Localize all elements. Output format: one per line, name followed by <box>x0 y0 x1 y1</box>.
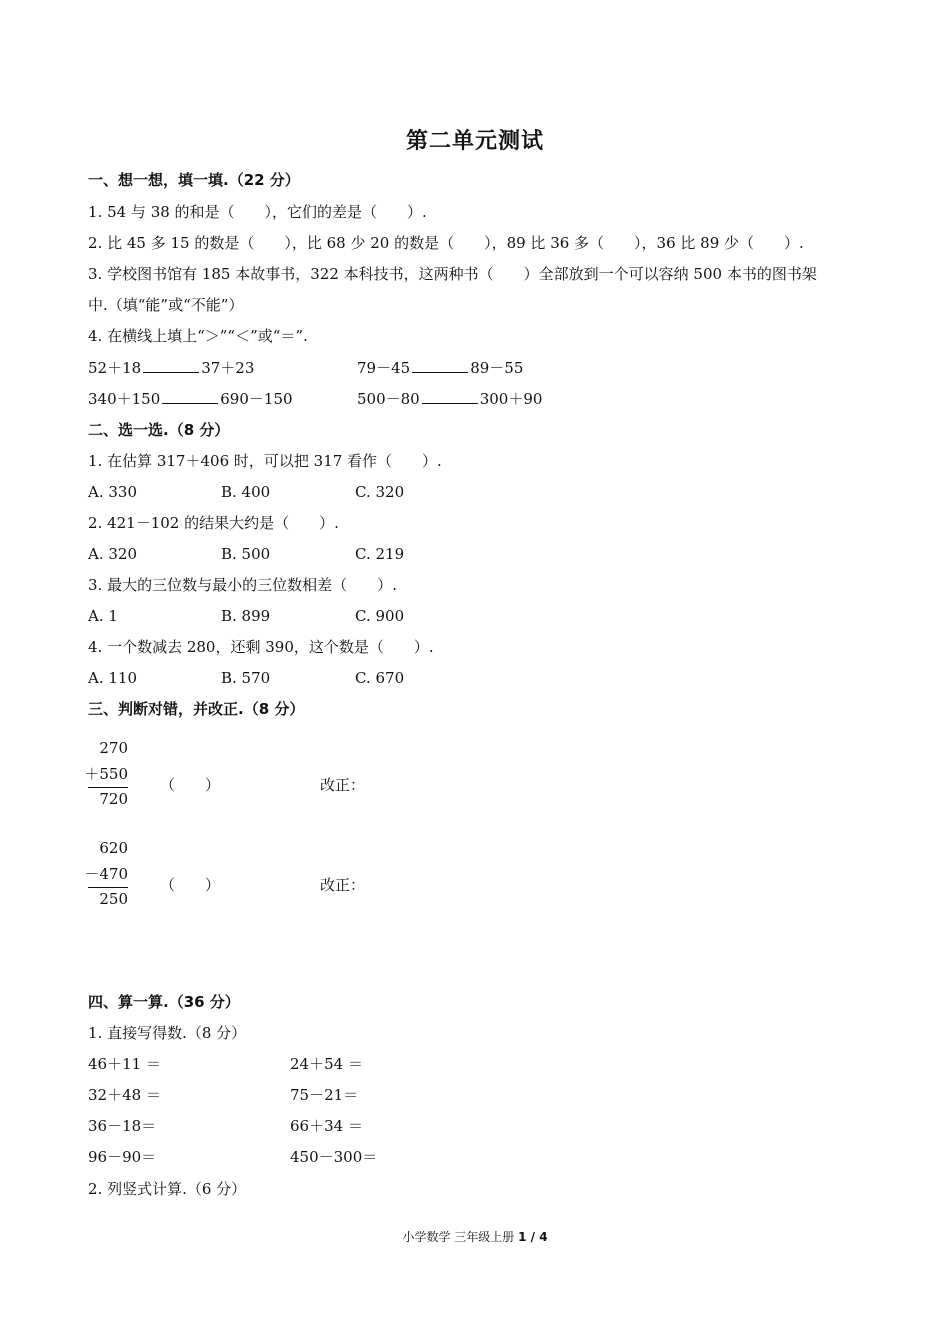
choice-a[interactable]: A. 110 <box>88 669 137 687</box>
correction-label: 改正： <box>320 876 366 894</box>
compare-item <box>357 358 523 378</box>
calc-item: 46＋11 ＝ <box>88 1055 161 1073</box>
calc-result: 250 <box>99 890 128 908</box>
compare-item <box>357 389 542 409</box>
s2-question: 2. 421－102 的结果大约是（ ）. <box>88 514 339 532</box>
page-number: 1 / 4 <box>518 1230 548 1244</box>
section1-heading: 一、想一想，填一填.（22 分） <box>88 171 300 189</box>
calc-item: 32＋48 ＝ <box>88 1086 161 1104</box>
compare-left: 340＋150 <box>88 390 161 408</box>
calc-item: 66＋34 ＝ <box>290 1117 363 1135</box>
choice-b[interactable]: B. 400 <box>221 483 271 501</box>
answer-blank[interactable] <box>162 389 218 404</box>
judge-paren[interactable]: （ ） <box>160 776 221 794</box>
choice-a[interactable]: A. 1 <box>88 607 118 625</box>
calc-item: 75－21＝ <box>290 1086 359 1104</box>
judge-paren[interactable]: （ ） <box>160 876 221 894</box>
correction-label: 改正： <box>320 776 366 794</box>
choice-c[interactable]: C. 900 <box>355 607 405 625</box>
s1-question-3-line2: 中.（填“能”或“不能”） <box>88 296 244 314</box>
calc-item: 450－300＝ <box>290 1148 378 1166</box>
choice-b[interactable]: B. 500 <box>221 545 271 563</box>
footer-text: 小学数学 三年级上册 <box>402 1230 515 1244</box>
section4-heading: 四、算一算.（36 分） <box>88 993 240 1011</box>
s2-question: 4. 一个数减去 280，还剩 390，这个数是（ ）. <box>88 638 434 656</box>
page-footer <box>0 1228 950 1245</box>
calc-result: 720 <box>99 790 128 808</box>
choice-a[interactable]: A. 320 <box>88 545 137 563</box>
section3-heading: 三、判断对错，并改正.（8 分） <box>88 700 305 718</box>
choice-c[interactable]: C. 320 <box>355 483 405 501</box>
calc-item: 96－90＝ <box>88 1148 157 1166</box>
s1-question-3-line1: 3. 学校图书馆有 185 本故事书，322 本科技书，这两种书（ ）全部放到一个可以容纳 500 本书的图书架 <box>88 265 817 283</box>
compare-left: 52＋18 <box>88 359 142 377</box>
answer-blank[interactable] <box>422 389 478 404</box>
answer-blank[interactable] <box>412 358 468 373</box>
choice-b[interactable]: B. 570 <box>221 669 271 687</box>
s1-question-1: 1. 54 与 38 的和是（ ），它们的差是（ ）. <box>88 203 427 221</box>
calc-item: 36－18＝ <box>88 1117 157 1135</box>
choice-c[interactable]: C. 219 <box>355 545 405 563</box>
s2-question: 3. 最大的三位数与最小的三位数相差（ ）. <box>88 576 397 594</box>
vertical-calc <box>68 735 128 810</box>
compare-left: 79－45 <box>357 359 411 377</box>
compare-right: 89－55 <box>470 359 524 377</box>
page-title: 第二单元测试 <box>405 129 544 154</box>
choice-a[interactable]: A. 330 <box>88 483 137 501</box>
s1-question-4: 4. 在横线上填上“＞”“＜”或“＝”. <box>88 327 308 345</box>
compare-item <box>88 389 293 409</box>
s4-sub2: 2. 列竖式计算.（6 分） <box>88 1180 247 1198</box>
section2-heading: 二、选一选.（8 分） <box>88 421 230 439</box>
calc-top: 620 <box>99 839 128 857</box>
choice-b[interactable]: B. 899 <box>221 607 271 625</box>
vertical-calc <box>68 835 128 910</box>
calc-top: 270 <box>99 739 128 757</box>
s2-question: 1. 在估算 317＋406 时，可以把 317 看作（ ）. <box>88 452 442 470</box>
compare-right: 690－150 <box>220 390 293 408</box>
calc-operand: －470 <box>84 865 128 883</box>
compare-item <box>88 358 254 378</box>
calc-operand: ＋550 <box>84 765 128 783</box>
s1-question-2: 2. 比 45 多 15 的数是（ ），比 68 少 20 的数是（ ），89 比 36 多（ ），36 比 89 少（ ）. <box>88 234 804 252</box>
compare-left: 500－80 <box>357 390 420 408</box>
calc-item: 24＋54 ＝ <box>290 1055 363 1073</box>
s4-sub1: 1. 直接写得数.（8 分） <box>88 1024 247 1042</box>
choice-c[interactable]: C. 670 <box>355 669 405 687</box>
compare-right: 300＋90 <box>479 390 543 408</box>
answer-blank[interactable] <box>143 358 199 373</box>
compare-right: 37＋23 <box>201 359 255 377</box>
